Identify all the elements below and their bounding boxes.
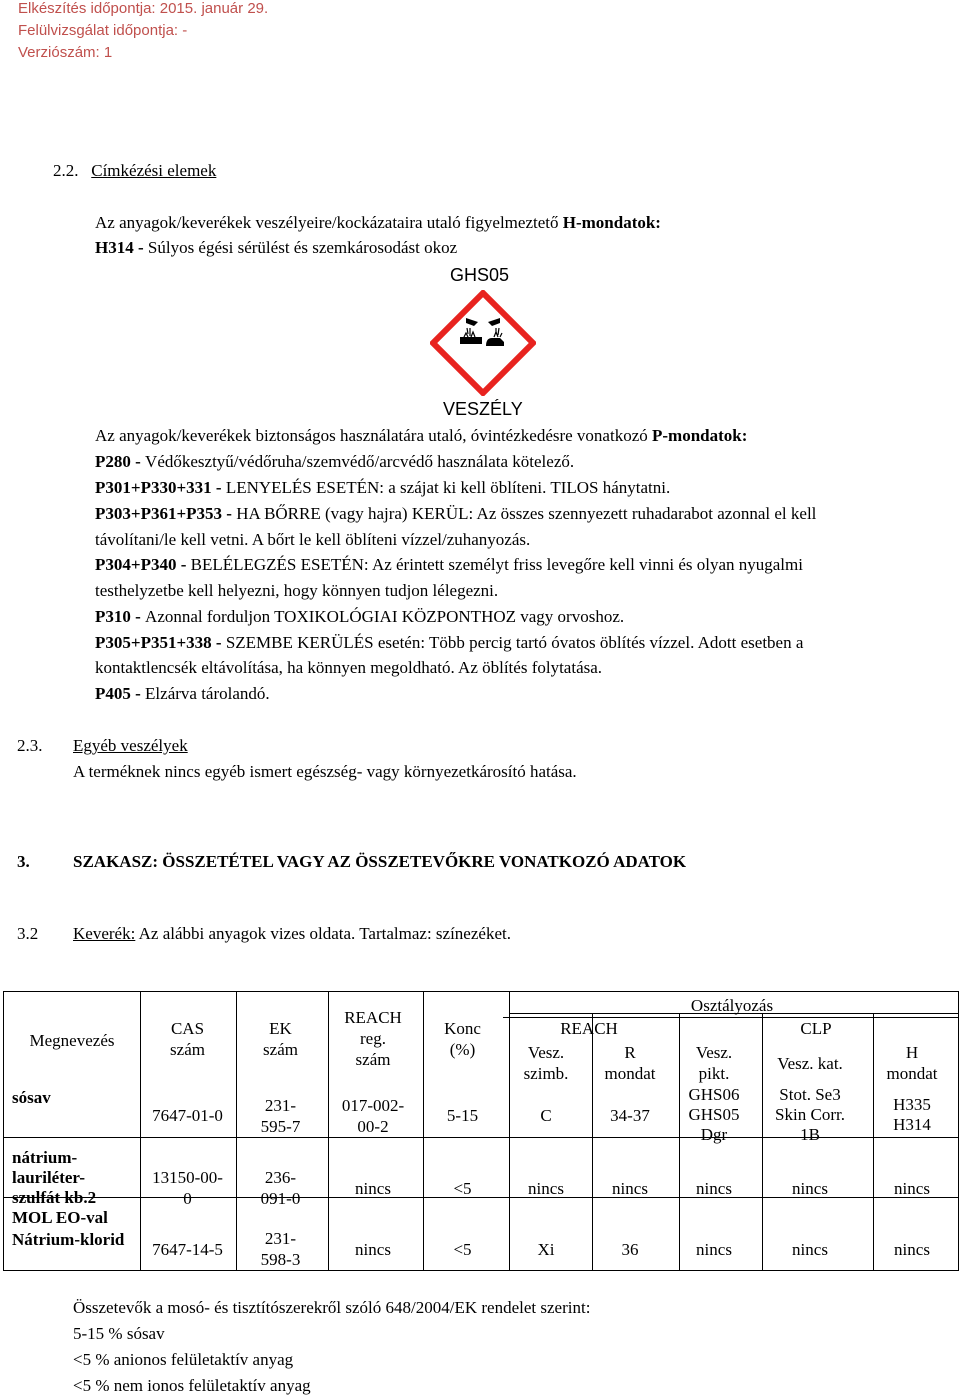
row2-ek-1: 236- — [264, 1168, 297, 1187]
col-header-reach — [326, 1007, 420, 1070]
row2-name — [12, 1148, 108, 1228]
konc-h1: Konc — [444, 1019, 481, 1038]
section-2-2-heading — [53, 160, 216, 182]
row1-reach-1: 017-002- — [341, 1096, 405, 1115]
r-h2: mondat — [604, 1064, 656, 1083]
reach-h3: szám — [355, 1050, 391, 1069]
row1-kat — [755, 1085, 865, 1145]
p305-statement-cont: kontaktlencsék eltávolítása, ha könnyen megoldható. Az öblítés folytatása. — [95, 658, 603, 677]
row1-reach-2: 00-2 — [357, 1117, 389, 1136]
section-number: 2.2. — [53, 161, 79, 180]
row2-ek — [235, 1167, 326, 1209]
section-3-2-text — [73, 923, 511, 945]
header-version: Verziószám: 1 — [18, 44, 113, 61]
p280-text: Védőkesztyű/védőruha/szemvédő/arcvédő használata kötelező. — [145, 452, 575, 471]
row1-kat-1: Stot. Se3 — [779, 1085, 841, 1104]
row2-r: nincs — [612, 1179, 648, 1198]
row1-reach — [326, 1095, 420, 1137]
p301-code: P301+P330+331 - — [95, 478, 226, 497]
row3-konc: <5 — [453, 1240, 472, 1259]
header-created: Elkészítés időpontja: 2015. január 29. — [18, 0, 269, 17]
col-header-konc — [420, 1018, 505, 1060]
col-header-vesz-pikt — [673, 1042, 755, 1084]
section-3-number: 3. — [17, 852, 30, 871]
row3-ek — [235, 1228, 326, 1270]
signal-word: VESZÉLY — [443, 399, 523, 419]
section-2-3-text: A terméknek nincs egyéb ismert egészség- vagy környezetkárosító hatása. — [73, 762, 577, 781]
row2-cas — [140, 1167, 235, 1209]
row2-reach: nincs — [355, 1179, 391, 1198]
p405-code: P405 - — [95, 684, 146, 703]
header-reviewed: Felülvizsgálat időpontja: - — [18, 22, 188, 39]
footer-line-2: <5 % anionos felületaktív anyag — [73, 1350, 294, 1369]
h314-code: H314 - — [95, 238, 148, 257]
col-header-vesz-kat: Vesz. kat. — [777, 1054, 843, 1073]
pikt-h1: Vesz. — [695, 1043, 733, 1062]
col-header-vesz-szimb — [505, 1042, 587, 1084]
row1-kat-2: Skin Corr. — [775, 1105, 845, 1124]
section-2-3-heading — [17, 735, 43, 757]
cas-h2: szám — [170, 1040, 205, 1059]
cas-h1: CAS — [170, 1019, 205, 1038]
reach-h1: REACH — [344, 1008, 402, 1027]
p304-statement-cont: testhelyzetbe kell helyezni, hogy könnyen tudjon lélegezni. — [95, 581, 499, 600]
row3-ek-2: 598-3 — [260, 1250, 301, 1269]
col-header-ek — [235, 1018, 326, 1060]
row1-konc: 5-15 — [446, 1106, 479, 1125]
ghs-code: GHS05 — [450, 265, 510, 285]
row3-name: Nátrium-klorid — [12, 1230, 125, 1249]
p-intro-text: Az anyagok/keverékek biztonságos használatára utaló, óvintézkedésre vonatkozó — [95, 426, 652, 445]
p304-statement — [95, 554, 803, 576]
col-header-reach-group: REACH — [560, 1019, 618, 1038]
row1-ek-2: 595-7 — [260, 1117, 301, 1136]
ghs05-corrosion-icon — [430, 290, 536, 396]
p303-statement-cont: távolítani/le kell vetni. A bőrt le kell öblíteni vízzel/zuhanyozás. — [95, 530, 531, 549]
row2-kat: nincs — [792, 1179, 828, 1198]
row1-pikt-2: GHS05 — [688, 1105, 740, 1124]
col-header-name: Megnevezés — [29, 1031, 115, 1050]
section-number: 2.3. — [17, 736, 43, 755]
p303-text-1: HA BŐRRE (vagy hajra) KERÜL: Az összes szennyezett ruhadarabot azonnal el kell — [236, 504, 817, 523]
row2-cas-2: 0 — [183, 1189, 192, 1208]
row1-name: sósav — [12, 1088, 51, 1107]
h314-statement — [95, 237, 457, 259]
row3-cas: 7647-14-5 — [152, 1240, 223, 1259]
p304-text-1: BELÉLEGZÉS ESETÉN: Az érintett személyt friss levegőre kell vinni és olyan nyugalmi — [190, 555, 803, 574]
ek-h1: EK — [269, 1019, 292, 1038]
row1-kat-3: 1B — [800, 1125, 820, 1144]
footer-intro: Összetevők a mosó- és tisztítószerekről szóló 648/2004/EK rendelet szerint: — [73, 1298, 591, 1317]
row2-name-3: szulfát kb.2 — [12, 1188, 97, 1207]
row1-r: 34-37 — [610, 1106, 650, 1125]
p301-statement — [95, 477, 670, 499]
section-title: Címkézési elemek — [91, 161, 217, 180]
col-header-h-mondat — [865, 1042, 959, 1084]
p405-text: Elzárva tárolandó. — [145, 684, 270, 703]
p-intro-bold: P-mondatok: — [652, 426, 748, 445]
szimb-h1: Vesz. — [527, 1043, 565, 1062]
row3-reach: nincs — [355, 1240, 391, 1259]
p310-code: P310 - — [95, 607, 146, 626]
h-statements-intro — [95, 212, 661, 234]
footer-line-3: <5 % nem ionos felületaktív anyag — [73, 1376, 311, 1395]
row3-ek-1: 231- — [264, 1229, 297, 1248]
p305-text-1: SZEMBE KERÜLÉS esetén: Több percig tartó óvatos öblítés vízzel. Adott esetben a — [225, 633, 804, 652]
row1-h-2: H314 — [893, 1115, 931, 1134]
h-h1: H — [905, 1043, 919, 1062]
row3-h: nincs — [894, 1240, 930, 1259]
row1-pikt — [673, 1085, 755, 1145]
row3-r: 36 — [621, 1240, 639, 1259]
p305-statement — [95, 632, 803, 654]
col-header-clp-group: CLP — [800, 1019, 832, 1038]
pikt-h2: pikt. — [698, 1064, 730, 1083]
p405-statement — [95, 683, 270, 705]
row1-cas: 7647-01-0 — [152, 1106, 223, 1125]
section-3-title: SZAKASZ: ÖSSZETÉTEL VAGY AZ ÖSSZETEVŐKRE VONATKOZÓ ADATOK — [73, 852, 687, 871]
p303-code: P303+P361+P353 - — [95, 504, 237, 523]
h-intro-text: Az anyagok/keverékek veszélyeire/kockázataira utaló figyelmeztető — [95, 213, 563, 232]
p310-statement — [95, 606, 624, 628]
row2-h: nincs — [894, 1179, 930, 1198]
p-statements-intro — [95, 425, 747, 447]
szimb-h2: szimb. — [523, 1064, 569, 1083]
row1-szimb: C — [540, 1106, 552, 1125]
p310-text: Azonnal forduljon TOXIKOLÓGIAI KÖZPONTHOZ vagy orvoshoz. — [145, 607, 625, 626]
row1-h-1: H335 — [893, 1095, 931, 1114]
col-header-osztalyozas: Osztályozás — [690, 996, 774, 1015]
h314-text: Súlyos égési sérülést és szemkárosodást okoz — [147, 238, 458, 257]
row2-pikt: nincs — [696, 1179, 732, 1198]
mixture-text: Az alábbi anyagok vizes oldata. Tartalmaz: színezéket. — [135, 924, 511, 943]
row1-pikt-1: GHS06 — [688, 1085, 740, 1104]
h-h2: mondat — [886, 1064, 938, 1083]
p304-code: P304+P340 - — [95, 555, 191, 574]
row2-name-2: lauriléter- — [12, 1168, 85, 1187]
row2-name-1: nátrium- — [12, 1148, 78, 1167]
p280-statement — [95, 451, 574, 473]
pictogram-frame — [433, 293, 533, 393]
col-header-r-mondat — [587, 1042, 673, 1084]
section-title: Egyéb veszélyek — [73, 736, 188, 755]
row1-ek-1: 231- — [264, 1096, 297, 1115]
row2-cas-1: 13150-00- — [152, 1168, 223, 1187]
p303-statement — [95, 503, 816, 525]
reach-h2: reg. — [360, 1029, 386, 1048]
pictogram-surface — [460, 337, 482, 344]
row2-konc: <5 — [453, 1179, 472, 1198]
row3-pikt: nincs — [696, 1240, 732, 1259]
h-intro-bold: H-mondatok: — [562, 213, 661, 232]
konc-h2: (%) — [449, 1040, 476, 1059]
p280-code: P280 - — [95, 452, 146, 471]
row2-ek-2: 091-0 — [260, 1189, 301, 1208]
p301-text: LENYELÉS ESETÉN: a szájat ki kell öblíteni. TILOS hánytatni. — [225, 478, 671, 497]
footer-line-1: 5-15 % sósav — [73, 1324, 165, 1343]
row2-szimb: nincs — [528, 1179, 564, 1198]
p305-code: P305+P351+338 - — [95, 633, 226, 652]
row1-ek — [235, 1095, 326, 1137]
ek-h2: szám — [263, 1040, 298, 1059]
col-header-cas — [140, 1018, 235, 1060]
row3-kat: nincs — [792, 1240, 828, 1259]
row1-h — [865, 1095, 959, 1135]
row3-szimb: Xi — [537, 1240, 555, 1259]
row1-pikt-3: Dgr — [700, 1125, 728, 1144]
mixture-label: Keverék: — [73, 924, 136, 943]
section-3-2-number: 3.2 — [17, 924, 39, 943]
row2-name-4: MOL EO-val — [12, 1208, 108, 1227]
r-h1: R — [624, 1043, 636, 1062]
